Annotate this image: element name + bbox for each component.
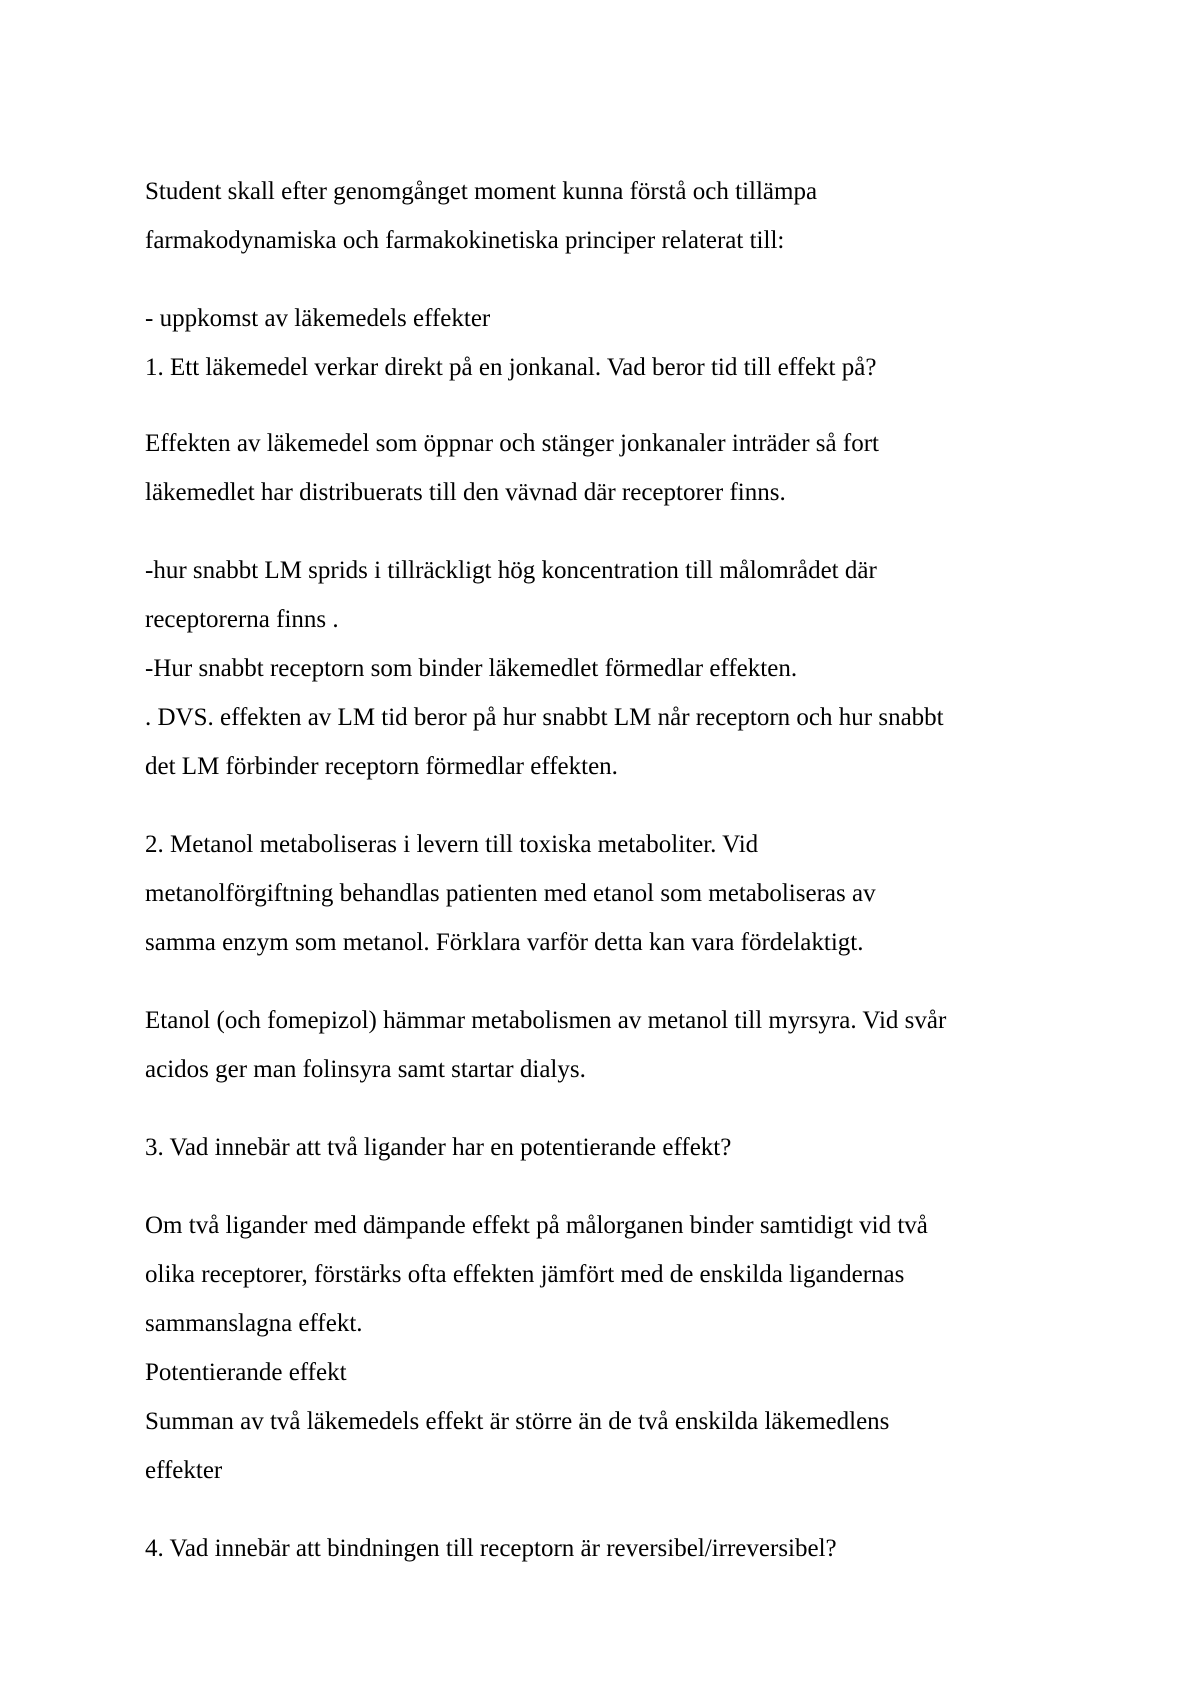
- potentiating-definition-line-2: effekter: [145, 1457, 223, 1484]
- answer-1-point-1-line-1: -hur snabbt LM sprids i tillräckligt hög koncentration till målområdet där: [145, 557, 877, 584]
- question-2-line-3: samma enzym som metanol. Förklara varför detta kan vara fördelaktigt.: [145, 929, 864, 956]
- answer-1-summary-line-2: det LM förbinder receptorn förmedlar effekten.: [145, 753, 618, 780]
- intro-line-2: farmakodynamiska och farmakokinetiska principer relaterat till:: [145, 227, 785, 254]
- potentiating-definition-line-1: Summan av två läkemedels effekt är större än de två enskilda läkemedlens: [145, 1408, 890, 1435]
- question-4: 4. Vad innebär att bindningen till receptorn är reversibel/irreversibel?: [145, 1535, 837, 1562]
- potentiating-heading: Potentierande effekt: [145, 1359, 347, 1386]
- answer-2-line-1: Etanol (och fomepizol) hämmar metabolismen av metanol till myrsyra. Vid svår: [145, 1007, 947, 1034]
- question-2-line-2: metanolförgiftning behandlas patienten med etanol som metaboliseras av: [145, 880, 876, 907]
- answer-3-line-1: Om två ligander med dämpande effekt på målorganen binder samtidigt vid två: [145, 1212, 928, 1239]
- question-3: 3. Vad innebär att två ligander har en potentierande effekt?: [145, 1134, 732, 1161]
- intro-line-1: Student skall efter genomgånget moment kunna förstå och tillämpa: [145, 178, 818, 205]
- answer-1-line-1: Effekten av läkemedel som öppnar och stänger jonkanaler inträder så fort: [145, 430, 879, 457]
- answer-1-point-2: -Hur snabbt receptorn som binder läkemedlet förmedlar effekten.: [145, 655, 798, 682]
- answer-1-point-1-line-2: receptorerna finns .: [145, 606, 339, 633]
- answer-1-line-2: läkemedlet har distribuerats till den vävnad där receptorer finns.: [145, 479, 786, 506]
- answer-1-summary-line-1: . DVS. effekten av LM tid beror på hur snabbt LM når receptorn och hur snabbt: [145, 704, 944, 731]
- answer-3-line-3: sammanslagna effekt.: [145, 1310, 363, 1337]
- question-1: 1. Ett läkemedel verkar direkt på en jonkanal. Vad beror tid till effekt på?: [145, 354, 877, 381]
- topic-heading: - uppkomst av läkemedels effekter: [145, 305, 491, 332]
- answer-2-line-2: acidos ger man folinsyra samt startar dialys.: [145, 1056, 586, 1083]
- answer-3-line-2: olika receptorer, förstärks ofta effekten jämfört med de enskilda ligandernas: [145, 1261, 905, 1288]
- question-2-line-1: 2. Metanol metaboliseras i levern till toxiska metaboliter. Vid: [145, 831, 759, 858]
